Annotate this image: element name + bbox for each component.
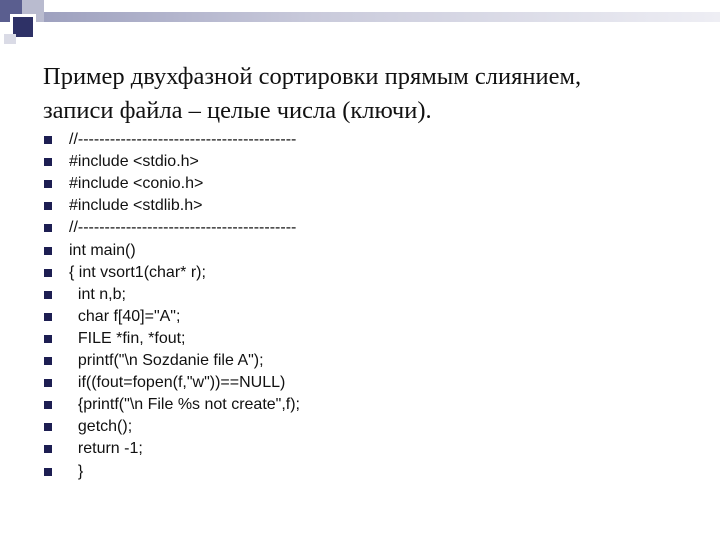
bullet-square-icon [44,357,52,365]
bullet-square-icon [44,445,52,453]
code-line-text: printf("\n Sozdanie file A"); [69,352,264,369]
bullet-square-icon [44,136,52,144]
code-line [0,417,720,439]
code-line-text: if((fout=fopen(f,"w"))==NULL) [69,374,286,392]
bullet-square-icon [44,468,52,476]
header-decor-square-small [4,34,16,44]
code-line [0,130,720,152]
code-line [0,218,720,240]
code-line [0,241,720,263]
bullet-square-icon [44,335,52,343]
code-line [0,152,720,174]
code-line-text: {printf("\n File %s not create",f); [69,396,300,414]
slide-title [43,60,703,128]
bullet-square-icon [44,379,52,387]
bullet-square-icon [44,291,52,299]
code-line-text: } [69,462,84,480]
bullet-square-icon [44,180,52,188]
code-line [0,395,720,417]
code-line [0,329,720,351]
bullet-square-icon [44,269,52,277]
code-line-text: int n,b; [69,285,126,303]
bullet-square-icon [44,202,52,210]
code-line-text: int main() [69,241,136,259]
bullet-square-icon [44,158,52,166]
code-line-text: FILE *fin, *fout; [69,329,186,347]
slide-title-line-2: записи файла – целые числа (ключи). [43,97,432,124]
code-line-text: #include <stdio.h> [69,153,199,171]
code-line-text: { int vsort1(char* r); [69,263,206,281]
bullet-square-icon [44,401,52,409]
code-line [0,263,720,285]
code-line [0,174,720,196]
code-line [0,462,720,484]
code-line-text: //----------------------------------------- [69,131,297,148]
code-line [0,307,720,329]
code-line [0,439,720,461]
bullet-square-icon [44,313,52,321]
bullet-square-icon [44,423,52,431]
slide-title-line-1: Пример двухфазной сортировки прямым слиянием, [43,63,582,90]
header-gradient-bar [44,12,720,22]
bullet-square-icon [44,247,52,255]
code-line [0,351,720,373]
code-line-text: getch(); [69,418,133,436]
code-line-text: char f[40]="A"; [69,307,181,325]
code-line-text: return -1; [69,440,143,458]
code-line [0,373,720,395]
bullet-square-icon [44,224,52,232]
code-line-text: //----------------------------------------- [69,219,297,237]
code-line-text: #include <conio.h> [69,175,204,193]
code-line [0,285,720,307]
code-line [0,196,720,218]
code-line-text: #include <stdlib.h> [69,197,203,215]
